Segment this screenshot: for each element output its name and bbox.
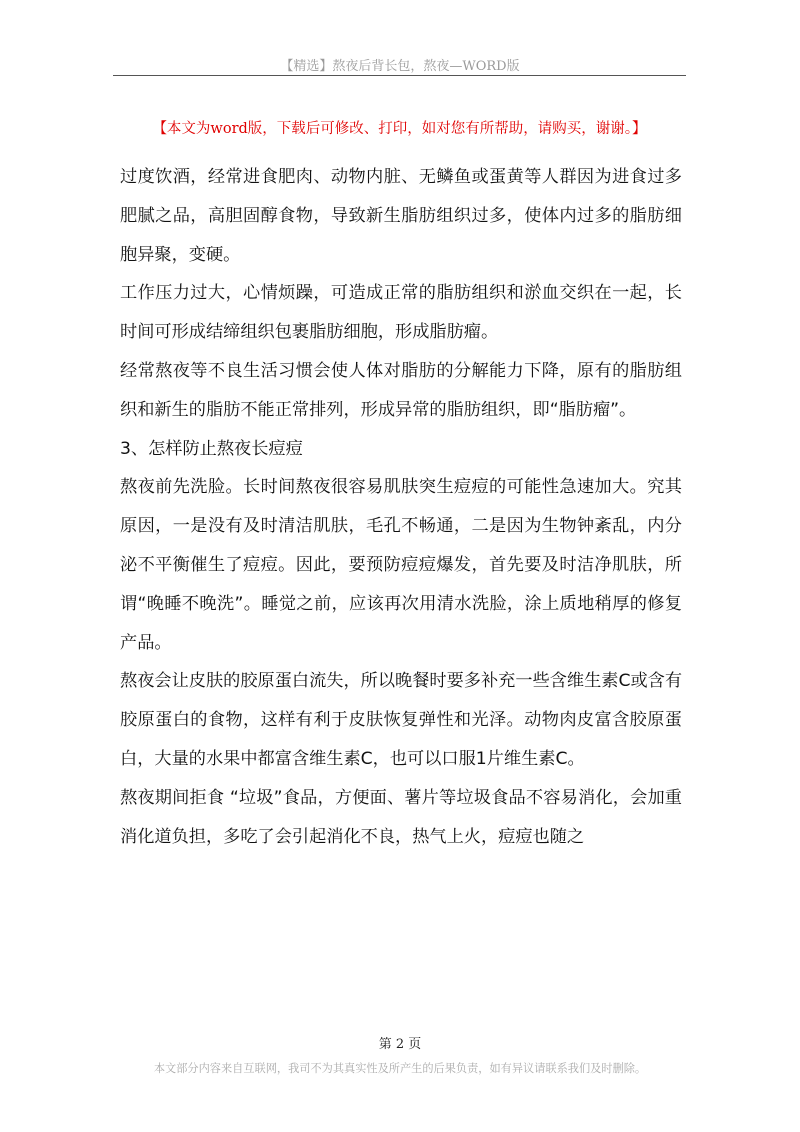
page-number: 第 2 页 [378,1037,422,1052]
section-heading: 3、怎样防止熬夜长痘痘 [120,438,303,459]
paragraph: 熬夜期间拒食 “垃圾”食品，方便面、薯片等垃圾食品不容易消化，会加重消化道负担，多吃了会引起消化不良，热气上火，痘痘也随之 [120,787,682,847]
paragraph: 熬夜会让皮肤的胶原蛋白流失，所以晚餐时要多补充一些含维生素C或含有胶原蛋白的食物，这样有利于皮肤恢复弹性和光泽。动物肉皮富含胶原蛋白，大量的水果中都富含维生素C，也可以口服1片维生素C。 [120,671,683,769]
document-body [120,158,682,856]
word-version-notice: 【本文为word版，下载后可修改、打印，如对您有所帮助，请购买，谢谢。】 [152,121,647,137]
header-divider [113,75,686,76]
paragraph: 熬夜前先洗脸。长时间熬夜很容易肌肤突生痘痘的可能性急速加大。究其原因，一是没有及时清洁肌肤，毛孔不畅通，二是因为生物钟紊乱，内分泌不平衡催生了痘痘。因此，要预防痘痘爆发，首先要及时洁净肌肤，所谓“晚睡不晚洗”。睡觉之前，应该再次用清水洗脸，涂上质地稍厚的修复产品。 [120,477,682,653]
paragraph: 过度饮酒，经常进食肥肉、动物内脏、无鳞鱼或蛋黄等人群因为进食过多肥腻之品，高胆固醇食物，导致新生脂肪组织过多，使体内过多的脂肪细胞异聚，变硬。 [120,167,682,265]
paragraph: 工作压力过大，心情烦躁，可造成正常的脂肪组织和淤血交织在一起，长时间可形成结缔组织包裹脂肪细胞，形成脂肪瘤。 [120,283,682,343]
paragraph: 经常熬夜等不良生活习惯会使人体对脂肪的分解能力下降，原有的脂肪组织和新生的脂肪不能正常排列，形成异常的脂肪组织，即“脂肪瘤”。 [120,360,682,420]
page-header: 【精选】熬夜后背长包，熬夜—WORD版 [280,59,520,74]
footer-disclaimer: 本文部分内容来自互联网，我司不为其真实性及所产生的后果负责，如有异议请联系我们及时删除。 [153,1062,647,1075]
